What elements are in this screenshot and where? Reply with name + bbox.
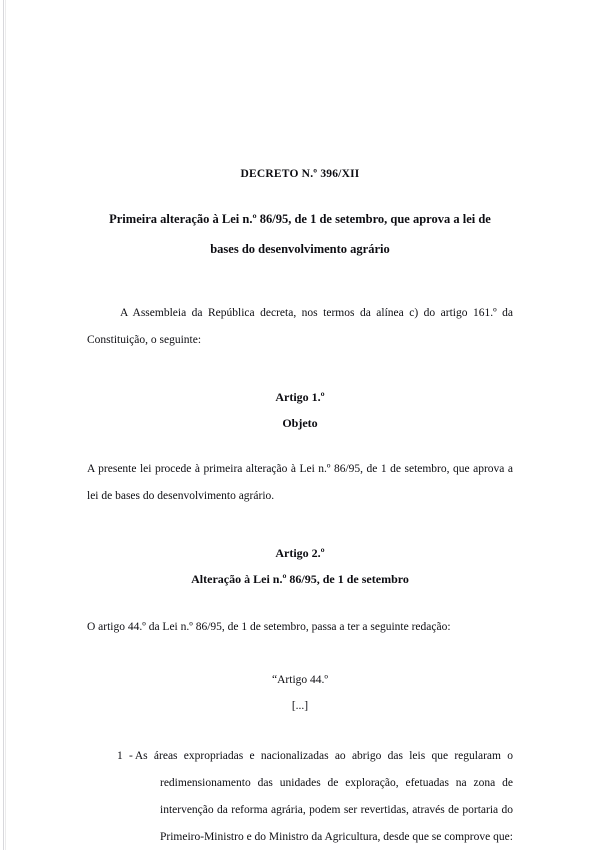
article-2-number: Artigo 2.º — [275, 546, 325, 560]
document-subtitle-line-1: Primeira alteração à Lei n.º 86/95, de 1 de setembro, que aprova a lei de — [109, 212, 491, 226]
document-content — [87, 0, 513, 851]
numbered-item-label: 1 - — [117, 750, 133, 762]
numbered-item — [117, 743, 513, 851]
document-title: DECRETO N.º 396/XII — [240, 168, 360, 180]
article-2-header — [87, 540, 513, 592]
article-2-heading: Alteração à Lei n.º 86/95, de 1 de setembro — [191, 572, 409, 586]
quoted-article-block — [87, 667, 513, 719]
numbered-item-text: As áreas expropriadas e nacionalizadas ao abrigo das leis que regularam o redimensionamento das unidades de exploração, efetuadas na zona de intervenção da reforma agrária, podem ser revertidas, através de portaria do Primeiro-Ministro e do Ministro da Agricultura, desde que se comprove que: — [134, 750, 513, 843]
page-left-edge-line — [3, 0, 4, 850]
article-1-body: A presente lei procede à primeira alteração à Lei n.º 86/95, de 1 de setembro, que aprova a lei de bases do desenvolvimento agrário. — [87, 463, 513, 502]
document-subtitle-line-2: bases do desenvolvimento agrário — [210, 242, 390, 256]
preamble-paragraph: A Assembleia da República decreta, nos termos da alínea c) do artigo 161.º da Constituição, o seguinte: — [87, 307, 513, 346]
quoted-article-ellipsis: [...] — [291, 700, 309, 712]
article-1-number: Artigo 1.º — [275, 390, 325, 404]
quoted-article-title: “Artigo 44.º — [272, 674, 328, 686]
article-1-heading: Objeto — [282, 416, 318, 430]
page-left-edge-shadow — [5, 0, 6, 850]
article-1-header — [87, 384, 513, 436]
document-subtitle — [87, 204, 513, 264]
article-2-body: O artigo 44.º da Lei n.º 86/95, de 1 de setembro, passa a ter a seguinte redação: — [87, 621, 451, 633]
